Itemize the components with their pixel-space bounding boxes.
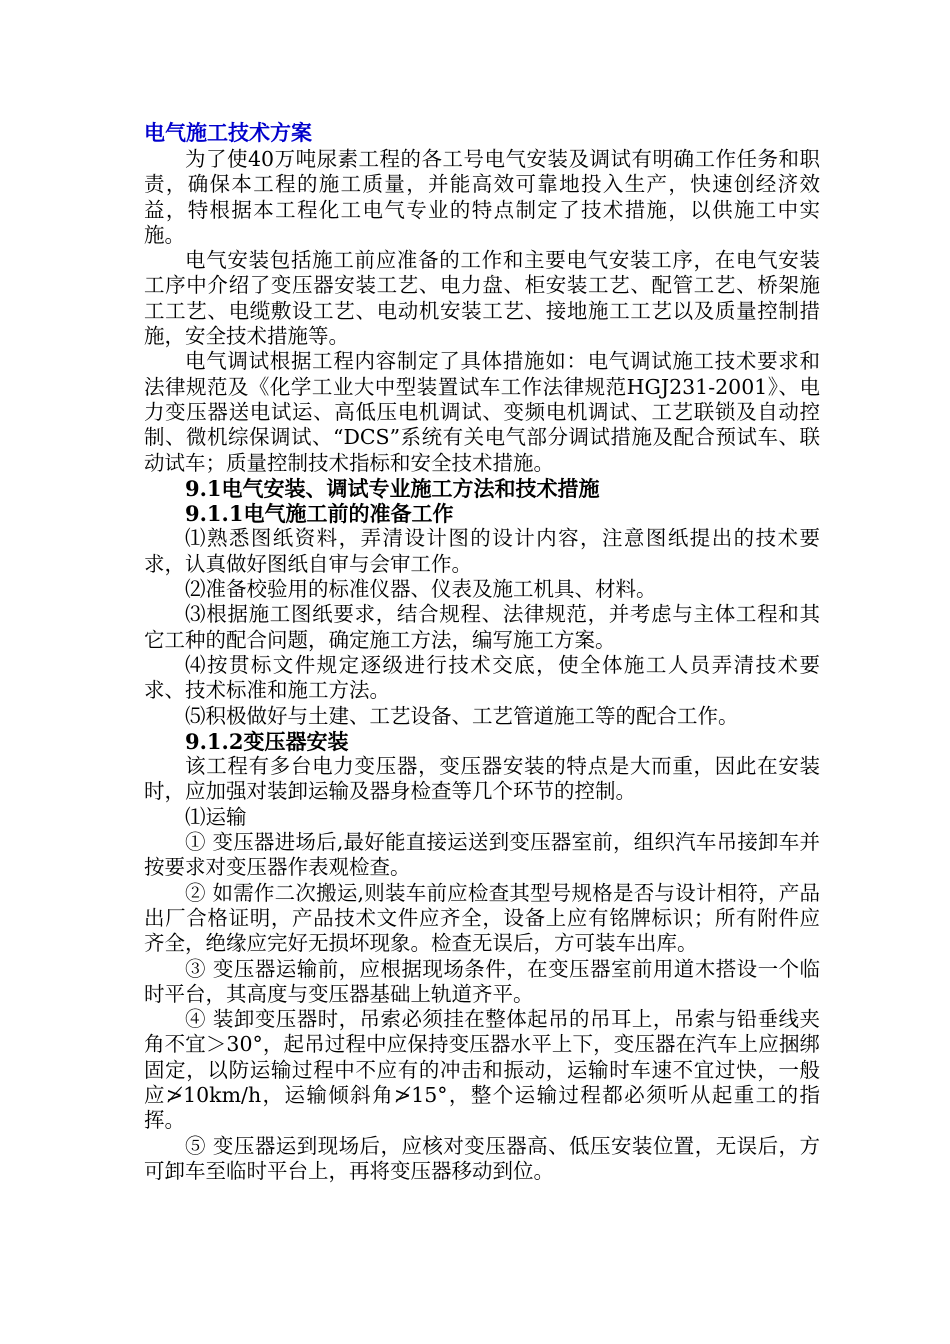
body-paragraph: ⑷按贯标文件规定逐级进行技术交底，使全体施工人员弄清技术要求、技术标准和施工方法。 (144, 652, 820, 703)
body-paragraph: ⑸积极做好与土建、工艺设备、工艺管道施工等的配合工作。 (185, 703, 739, 728)
body-paragraph: 该工程有多台电力变压器，变压器安装的特点是大而重，因此在安装时，应加强对装卸运输及器身检查等几个环节的控制。 (144, 754, 820, 804)
body-paragraph: ① 变压器进场后,最好能直接运送到变压器室前，组织汽车吊接卸车并按要求对变压器作表观检查。 (144, 830, 820, 880)
section-heading: 9.1电气安装、调试专业施工方法和技术措施 (185, 475, 600, 501)
section-heading: 9.1.1电气施工前的准备工作 (185, 501, 454, 527)
body-paragraph: ⑴运输 (185, 804, 247, 829)
body-paragraph: ③ 变压器运输前，应根据现场条件，在变压器室前用道木搭设一个临时平台，其高度与变压器基础上轨道齐平。 (144, 956, 820, 1006)
body-paragraph: 电气调试根据工程内容制定了具体措施如：电气调试施工技术要求和法律规范及《化学工业大中型装置试车工作法律规范HGJ231-2001》、电力变压器送电试运、高低压电机调试、变频电机调试、工艺联锁及自动控制、微机综保调试、“DCS”系统有关电气部分调试措施及配合预试车、联动试车；质量控制技术指标和安全技术措施。 (144, 349, 820, 475)
section-heading: 9.1.2变压器安装 (185, 728, 349, 754)
body-paragraph: ⑶根据施工图纸要求，结合规程、法律规范，并考虑与主体工程和其它工种的配合问题，确定施工方法，编写施工方案。 (144, 602, 820, 652)
body-paragraph: ⑵准备校验用的标准仪器、仪表及施工机具、材料。 (185, 577, 657, 602)
body-paragraph: ⑴熟悉图纸资料，弄清设计图的设计内容，注意图纸提出的技术要求，认真做好图纸自审与会审工作。 (144, 526, 820, 576)
body-paragraph: 电气安装包括施工前应准备的工作和主要电气安装工序，在电气安装工序中介绍了变压器安装工艺、电力盘、柜安装工艺、配管工艺、桥架施工工艺、电缆敷设工艺、电动机安装工艺、接地施工工艺以及质量控制措施，安全技术措施等。 (144, 248, 820, 349)
document-title: 电气施工技术方案 (144, 120, 312, 145)
document-body (144, 147, 820, 1184)
body-paragraph: ⑤ 变压器运到现场后，应核对变压器高、低压安装位置，无误后，方可卸车至临时平台上，再将变压器移动到位。 (144, 1133, 820, 1183)
body-paragraph: ② 如需作二次搬运,则装车前应检查其型号规格是否与设计相符，产品出厂合格证明，产品技术文件应齐全，设备上应有铭牌标识；所有附件应齐全，绝缘应完好无损坏现象。检查无误后，方可装车出库。 (144, 880, 820, 956)
body-paragraph: 为了使40万吨尿素工程的各工号电气安装及调试有明确工作任务和职责，确保本工程的施工质量，并能高效可靠地投入生产，快速创经济效益，特根据本工程化工电气专业的特点制定了技术措施，以供施工中实施。 (144, 147, 820, 247)
body-paragraph: ④ 装卸变压器时，吊索必须挂在整体起吊的吊耳上，吊索与铅垂线夹角不宜＞30°，起吊过程中应保持变压器水平上下，变压器在汽车上应捆绑固定，以防运输过程中不应有的冲击和振动，运输时车速不宜过快，一般应≯10km/h，运输倾斜角≯15°，整个运输过程都必须听从起重工的指挥。 (144, 1007, 820, 1133)
